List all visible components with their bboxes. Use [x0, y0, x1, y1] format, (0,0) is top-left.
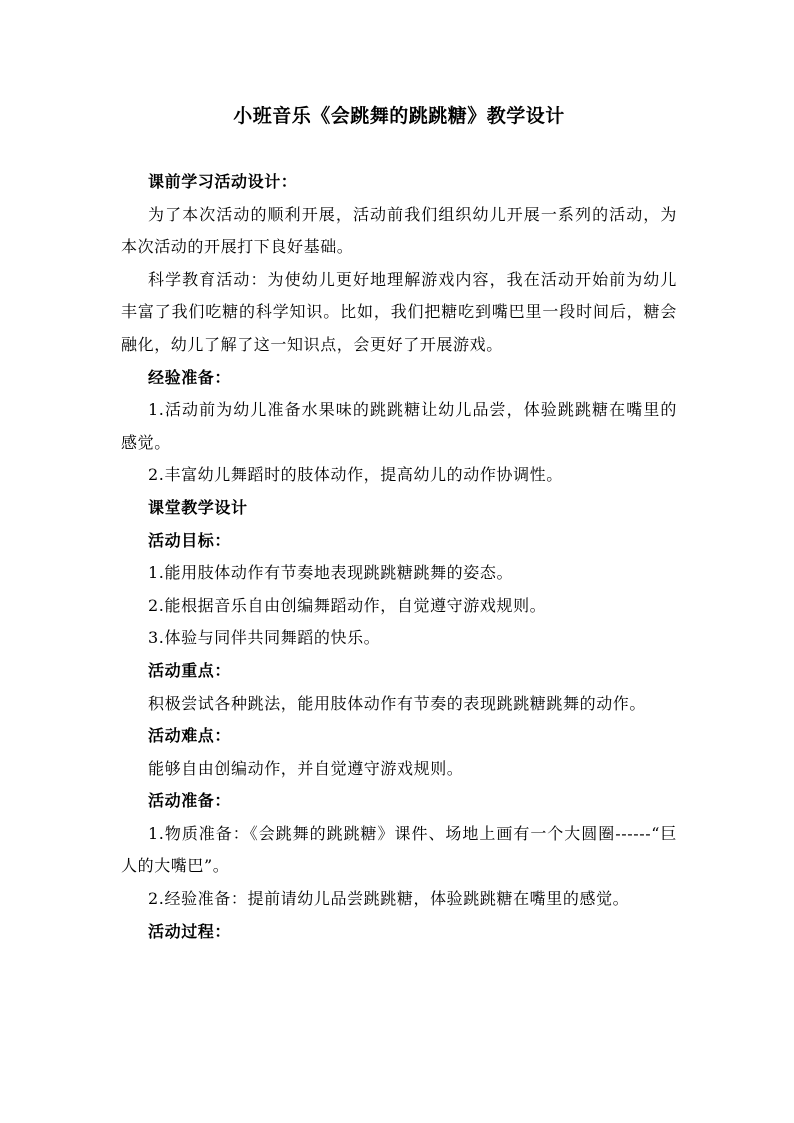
document-body — [121, 98, 677, 948]
section-heading: 课前学习活动设计： — [148, 172, 298, 191]
body-paragraph: 科学教育活动：为使幼儿更好地理解游戏内容，我在活动开始前为幼儿丰富了我们吃糖的科学知识。比如，我们把糖吃到嘴巴里一段时间后，糖会融化，幼儿了解了这一知识点，会更好了开展游戏。 — [121, 269, 677, 354]
body-paragraph: 1.活动前为幼儿准备水果味的跳跳糖让幼儿品尝，体验跳跳糖在嘴里的感觉。 — [121, 400, 677, 452]
section-heading: 经验准备： — [148, 367, 232, 387]
section-heading: 课堂教学设计 — [148, 497, 248, 517]
section-heading: 活动准备： — [148, 791, 232, 811]
body-paragraph: 2.能根据音乐自由创编舞蹈动作，自觉遵守游戏规则。 — [148, 595, 547, 615]
body-paragraph: 2.丰富幼儿舞蹈时的肢体动作，提高幼儿的动作协调性。 — [148, 465, 563, 485]
body-paragraph: 3.体验与同伴共同舞蹈的快乐。 — [148, 628, 381, 648]
body-paragraph: 积极尝试各种跳法，能用肢体动作有节奏的表现跳跳糖跳舞的动作。 — [148, 693, 647, 713]
section-heading: 活动重点： — [148, 660, 232, 680]
section-heading: 活动难点： — [148, 726, 232, 746]
body-paragraph: 1.能用肢体动作有节奏地表现跳跳糖跳舞的姿态。 — [148, 563, 514, 583]
paragraph-list — [121, 166, 677, 948]
section-heading: 活动过程： — [148, 921, 232, 941]
body-paragraph: 1.物质准备：《会跳舞的跳跳糖》课件、场地上画有一个大圆圈------“巨人的大嘴巴”。 — [121, 823, 677, 876]
body-paragraph: 为了本次活动的顺利开展，活动前我们组织幼儿开展一系列的活动，为本次活动的开展打下良好基础。 — [121, 204, 677, 257]
body-paragraph: 2.经验准备：提前请幼儿品尝跳跳糖，体验跳跳糖在嘴里的感觉。 — [148, 889, 630, 909]
section-heading: 活动目标： — [148, 530, 232, 550]
document-title: 小班音乐《会跳舞的跳跳糖》教学设计 — [233, 105, 565, 127]
body-paragraph: 能够自由创编动作，并自觉遵守游戏规则。 — [148, 758, 464, 778]
